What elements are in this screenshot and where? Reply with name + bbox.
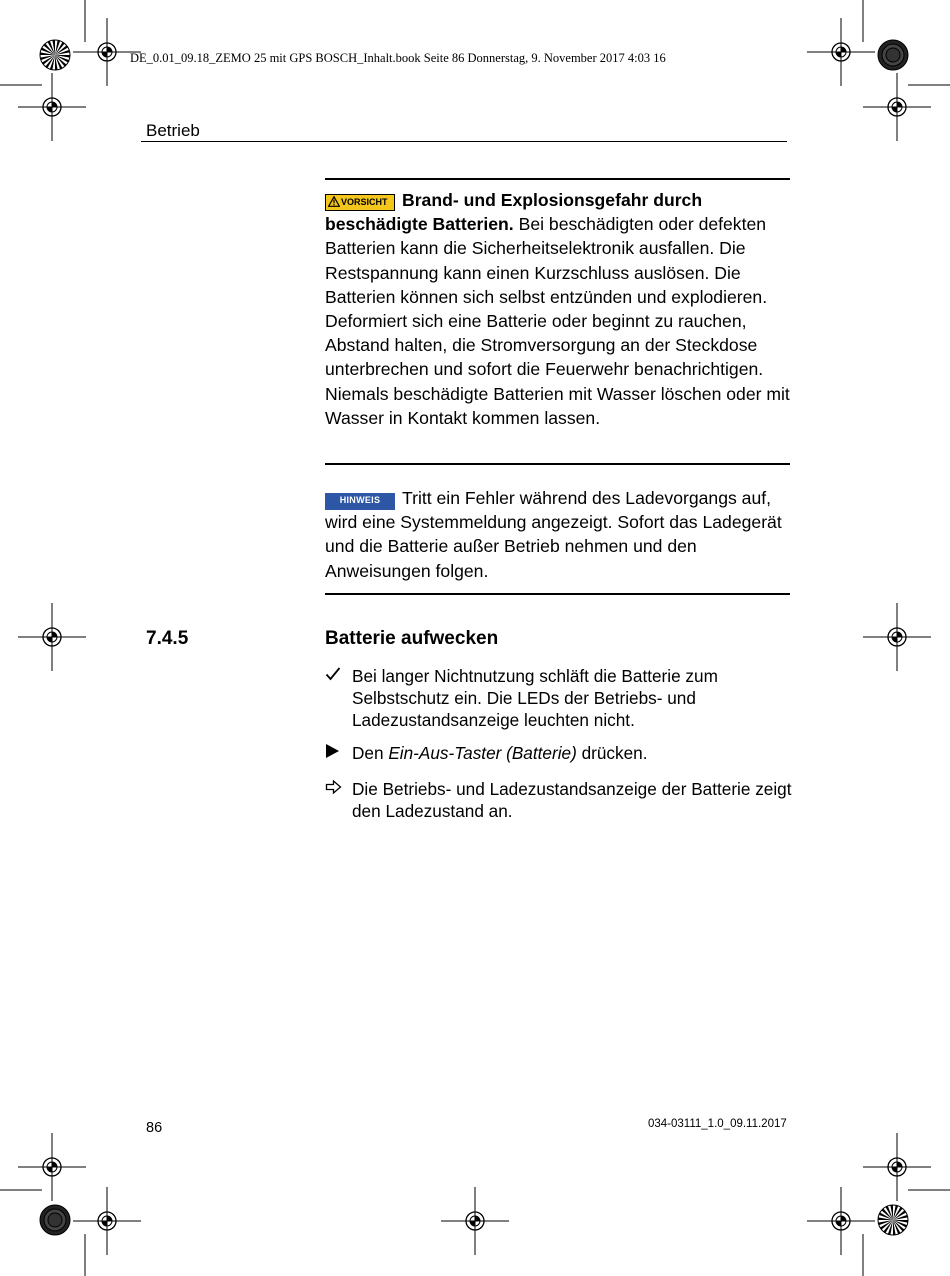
warning-body: Bei beschädigten oder defekten Batterien kann die Sicherheitselektronik ausfallen. Die Restspannung kann einen Kurzschluss auslösen. Die Batterien können sich selbst entzünden und explodieren. Deformiert sich eine Batterie oder beginnt zu rauchen, Abstand halten, die Stromversorgung an der Steckdose unterbrechen und sofort die Feuerwehr benachrichtigen. Niemals beschädigte Batterien mit Wasser löschen oder mit Wasser in Kontakt kommen lassen. xyxy=(325,214,790,428)
warning-triangle-icon xyxy=(328,196,340,207)
page-number: 86 xyxy=(146,1120,163,1136)
notice-bottom-rule xyxy=(325,593,790,595)
action-text xyxy=(352,742,795,764)
warning-title: Brand- und Explosionsgefahr durch beschädigte Batterien. xyxy=(325,190,703,235)
registration-target xyxy=(73,1187,141,1255)
registration-target xyxy=(863,603,931,671)
checkmark-icon xyxy=(325,665,347,687)
action-step xyxy=(325,742,795,764)
warning-badge-label: VORSICHT xyxy=(341,197,388,207)
running-header: Betrieb xyxy=(146,121,200,140)
registration-target xyxy=(863,1133,931,1201)
starburst-mark xyxy=(878,1205,908,1235)
registration-target xyxy=(807,1187,875,1255)
arrow-right-outline-icon xyxy=(325,778,347,800)
warning-top-rule xyxy=(325,178,790,180)
precondition-step xyxy=(325,665,795,731)
registration-target xyxy=(18,603,86,671)
section-number: 7.4.5 xyxy=(146,628,189,649)
registration-target xyxy=(18,1133,86,1201)
notice-block xyxy=(325,486,795,583)
document-code: 034-03111_1.0_09.11.2017 xyxy=(648,1118,787,1130)
starburst-mark xyxy=(40,40,70,70)
warning-block xyxy=(325,188,795,430)
section-title: Batterie aufwecken xyxy=(325,628,499,649)
result-text: Die Betriebs- und Ladezustandsanzeige der Batterie zeigt den Ladezustand an. xyxy=(352,779,792,821)
header-rule xyxy=(141,141,787,142)
result-step xyxy=(325,778,795,822)
action-text-before: Den xyxy=(352,743,389,763)
notice-badge: HINWEIS xyxy=(325,493,395,510)
slug-line: DE_0.01_09.18_ZEMO 25 mit GPS BOSCH_Inhalt.book Seite 86 Donnerstag, 9. November 2017 4:03 16 xyxy=(130,51,666,65)
solid-disc-mark xyxy=(40,1205,70,1235)
action-control-name: Ein-Aus-Taster (Batterie) xyxy=(388,743,577,763)
registration-target xyxy=(18,73,86,141)
solid-disc-mark xyxy=(878,40,908,70)
registration-target xyxy=(807,18,875,86)
registration-target xyxy=(441,1187,509,1255)
precondition-text: Bei langer Nichtnutzung schläft die Batterie zum Selbstschutz ein. Die LEDs der Betriebs- und Ladezustandsanzeige leuchten nicht. xyxy=(352,666,718,730)
warning-badge xyxy=(325,194,395,211)
notice-body: Tritt ein Fehler während des Ladevorgangs auf, wird eine Systemmeldung angezeigt. Sofort das Ladegerät und die Batterie außer Betrieb nehmen und den Anweisungen folgen. xyxy=(325,488,782,581)
warning-bottom-rule xyxy=(325,463,790,465)
action-text-after: drücken. xyxy=(576,743,648,763)
triangle-right-icon xyxy=(325,742,347,765)
registration-target xyxy=(863,73,931,141)
